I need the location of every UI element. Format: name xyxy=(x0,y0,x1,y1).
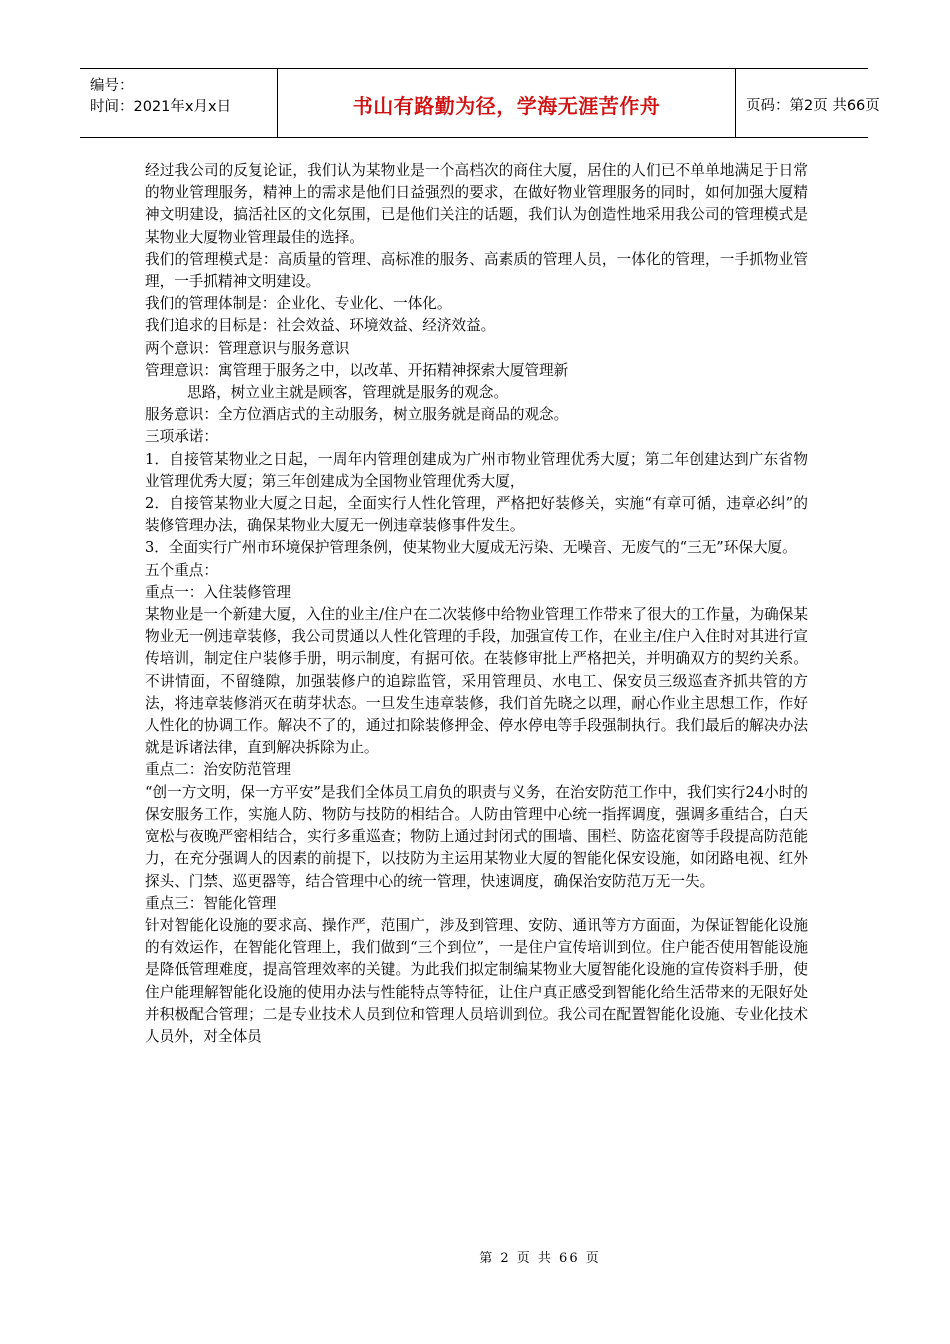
paragraph-service-awareness: 服务意识：全方位酒店式的主动服务，树立服务就是商品的观念。 xyxy=(145,406,569,424)
heading-five-key-points: 五个重点： xyxy=(145,561,218,579)
page-footer: 第 2 页 共 66 页 xyxy=(479,1251,601,1266)
header-info-cell xyxy=(80,69,277,137)
paragraph-goals: 我们追求的目标是：社会效益、环境效益、经济效益。 xyxy=(145,317,496,335)
heading-three-commitments: 三项承诺： xyxy=(145,428,218,446)
paragraph-intro: 经过我公司的反复论证，我们认为某物业是一个高档次的商住大厦，居住的人们已不单单地满足于日常的物业管理服务，精神上的需求是他们日益强烈的要求，在做好物业管理服务的同时，如何加强大厦精神文明建设，搞活社区的文化氛围，已是他们关注的话题，我们认为创造性地采用我公司的管理模式是某物业大厦物业管理最佳的选择。 xyxy=(145,162,808,246)
motto-text: 书山有路勤为径，学海无涯苦作舟 xyxy=(352,94,661,118)
commitment-item-3: 3．全面实行广州市环境保护管理条例，使某物业大厦成无污染、无噪音、无废气的“三无”环保大厦。 xyxy=(145,539,797,557)
heading-key-point-2: 重点二：治安防范管理 xyxy=(145,761,291,779)
paragraph-key-point-1: 某物业是一个新建大厦，入住的业主/住户在二次装修中给物业管理工作带来了很大的工作量，为确保某物业无一例违章装修，我公司贯通以人性化管理的手段，加强宣传工作，在业主/住户入住时对其进行宣传培训，制定住户装修手册，明示制度，有据可依。在装修审批上严格把关，并明确双方的契约关系。不讲情面，不留缝隙，加强装修户的追踪监管，采用管理员、水电工、保安员三级巡查齐抓共管的方法，将违章装修消灭在萌芽状态。一旦发生违章装修，我们首先晓之以理，耐心作业主思想工作，作好人性化的协调工作。解决不了的，通过扣除装修押金、停水停电等手段强制执行。我们最后的解决办法就是诉诸法律，直到解决拆除为止。 xyxy=(145,606,808,757)
header-motto-cell xyxy=(277,69,736,137)
paragraph-management-awareness: 管理意识：寓管理于服务之中，以改革、开拓精神探索大厦管理新 xyxy=(145,361,569,379)
document-body xyxy=(145,160,808,1048)
heading-key-point-3: 重点三：智能化管理 xyxy=(145,894,277,912)
paragraph-management-system: 我们的管理体制是：企业化、专业化、一体化。 xyxy=(145,295,452,313)
commitment-item-2: 2．自接管某物业大厦之日起，全面实行人性化管理，严格把好装修关，实施“有章可循，违章必纠”的装修管理办法，确保某物业大厦无一例违章装修事件发生。 xyxy=(145,495,808,535)
paragraph-management-awareness-cont: 思路，树立业主就是顾客，管理就是服务的观念。 xyxy=(187,384,509,402)
header-table xyxy=(80,68,880,138)
paragraph-key-point-2: “创一方文明，保一方平安”是我们全体员工肩负的职责与义务，在治安防范工作中，我们实行24小时的保安服务工作，实施人防、物防与技防的相结合。人防由管理中心统一指挥调度，强调多重结合，白天宽松与夜晚严密相结合，实行多重巡查；物防上通过封闭式的围墙、围栏、防盗花窗等手段提高防范能力，在充分强调人的因素的前提下，以技防为主运用某物业大厦的智能化保安设施，如闭路电视、红外探头、门禁、巡更器等，结合管理中心的统一管理，快速调度，确保治安防范万无一失。 xyxy=(145,783,808,890)
heading-two-awareness: 两个意识：管理意识与服务意识 xyxy=(145,339,350,357)
header-page-cell xyxy=(736,69,880,137)
paragraph-key-point-3: 针对智能化设施的要求高、操作严，范围广，涉及到管理、安防、通讯等方方面面，为保证智能化设施的有效运作，在智能化管理上，我们做到“三个到位”，一是住户宣传培训到位。住户能否使用智能设施是降低管理难度，提高管理效率的关键。为此我们拟定制编某物业大厦智能化设施的宣传资料手册，使住户能理解智能化设施的使用办法与性能特点等特征，让住户真正感受到智能化给生活带来的无限好处并积极配合管理；二是专业技术人员到位和管理人员培训到位。我公司在配置智能化设施、专业化技术人员外，对全体员 xyxy=(145,916,808,1045)
heading-key-point-1: 重点一：入住装修管理 xyxy=(145,583,291,601)
page-number-label: 页码：第2页 共66页 xyxy=(746,98,880,114)
commitment-item-1: 1．自接管某物业之日起，一周年内管理创建成为广州市物业管理优秀大厦；第二年创建达到广东省物业管理优秀大厦；第三年创建成为全国物业管理优秀大厦， xyxy=(145,450,808,490)
paragraph-management-mode: 我们的管理模式是：高质量的管理、高标准的服务、高素质的管理人员，一体化的管理，一手抓物业管理，一手抓精神文明建设。 xyxy=(145,250,808,291)
document-time-label: 时间：2021年x月x日 xyxy=(90,99,232,115)
document-number-label: 编号： xyxy=(90,78,134,94)
